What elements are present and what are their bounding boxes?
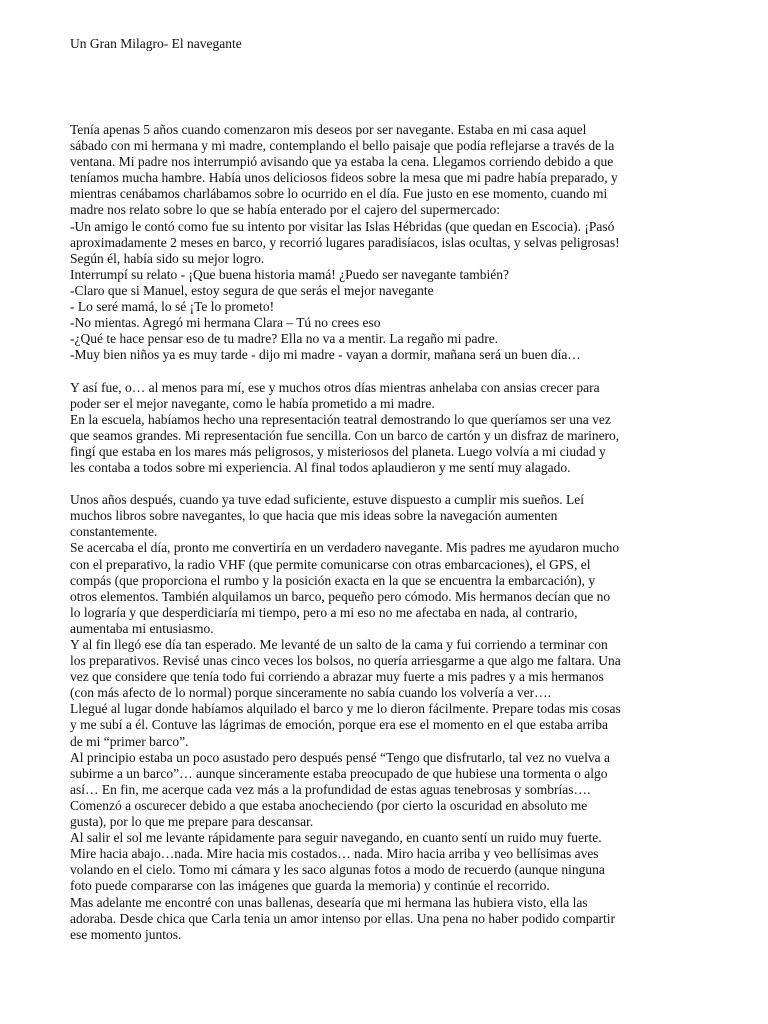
text-line: que seamos grandes. Mi representación fue sencilla. Con un barco de cartón y un disfraz de marinero, <box>70 427 620 443</box>
text-line: constantemente. <box>70 524 158 540</box>
text-line: teníamos mucha hambre. Había unos deliciosos fideos sobre la mesa que mi padre había preparado, y <box>70 170 618 186</box>
text-line: Unos años después, cuando ya tuve edad suficiente, estuve dispuesto a cumplir mis sueños. Leí <box>70 492 585 508</box>
paragraph-gap <box>70 476 710 492</box>
text-line: -No mientas. Agregó mi hermana Clara – Tú no crees eso <box>70 315 381 331</box>
text-line: Y al fin llegó ese día tan esperado. Me levanté de un salto de la cama y fui corriendo a terminar con <box>70 637 608 652</box>
text-line: mientras cenábamos charlábamos sobre lo ocurrido en el día. Fue justo en ese momento, cuando mi <box>70 186 608 202</box>
text-line: vez que considere que tenía todo fui corriendo a abrazar muy fuerte a mis padres y a mis hermanos <box>70 669 604 685</box>
text-line: Se acercaba el día, pronto me convertiría en un verdadero navegante. Mis padres me ayudaron mucho <box>70 540 620 556</box>
document-title: Un Gran Milagro- El navegante <box>70 36 242 51</box>
text-line: Al principio estaba un poco asustado pero después pensé “Tengo que disfrutarlo, tal vez no vuelva a <box>70 749 611 765</box>
text-line: Mas adelante me encontré con unas ballenas, desearía que mi hermana las hubiera visto, ella las <box>70 894 588 910</box>
text-line: y me subí a él. Contuve las lágrimas de emoción, porque era ese el momento en el que estaba arriba <box>70 717 608 733</box>
text-line: -¿Qué te hace pensar eso de tu madre? Ella no va a mentir. La regaño mi padre. <box>70 331 499 347</box>
text-line: fingí que estaba en los mares más peligrosos, y misteriosos del planeta. Luego volvía a mi ciudad y <box>70 443 606 459</box>
text-line: con el preparativo, la radio VHF (que permite comunicarse con otras embarcaciones), el GPS, el <box>70 556 591 572</box>
text-line: Mire hacia abajo…nada. Mire hacia mis costados… nada. Miro hacia arriba y veo bellísimas aves <box>70 846 599 862</box>
text-line: lo lograría y que desperdiciaría mi tiempo, pero a mi eso no me afectaba en nada, al contrario, <box>70 604 578 620</box>
text-line: - Lo seré mamá, lo sé ¡Te lo prometo! <box>70 299 275 315</box>
text-line: -Claro que si Manuel, estoy segura de que serás el mejor navegante <box>70 282 434 298</box>
text-line: de mi “primer barco”. <box>70 733 189 749</box>
text-line: sábado con mi hermana y mi madre, contemplando el bello paisaje que podía reflejarse a través de la <box>70 138 615 154</box>
text-line: les contaba a todos sobre mi experiencia. Al final todos aplaudieron y me sentí muy alagado. <box>70 459 571 475</box>
text-line: madre nos relato sobre lo que se había enterado por el cajero del supermercado: <box>70 202 500 218</box>
text-line: -Muy bien niños ya es muy tarde - dijo mi madre - vayan a dormir, mañana será un buen día… <box>70 347 581 363</box>
text-line: Al salir el sol me levante rápidamente para seguir navegando, en cuanto sentí un ruido muy fuerte. <box>70 830 602 846</box>
text-line: En la escuela, habíamos hecho una representación teatral demostrando lo que queríamos ser una vez <box>70 411 611 427</box>
text-line: ventana. Mi padre nos interrumpió avisando que ya estaba la cena. Llegamos corriendo debido a que <box>70 154 614 170</box>
text-line: Y así fue, o… al menos para mí, ese y muchos otros días mientras anhelaba con ansias crecer para <box>70 379 600 395</box>
text-line: adoraba. Desde chica que Carla tenia un amor intenso por ellas. Una pena no haber podido compartir <box>70 910 616 926</box>
text-line: volando en el cielo. Tomo mi cámara y les saco algunas fotos a modo de recuerdo (aunque ninguna <box>70 862 605 878</box>
text-line: así… En fin, me acerque cada vez más a la profundidad de estas aguas tenebrosas y sombrías…. <box>70 781 591 797</box>
text-line: subirme a un barco”… aunque sinceramente estaba preocupado de que hubiese una tormenta o algo <box>70 765 608 781</box>
text-line: -Un amigo le contó como fue su intento por visitar las Islas Hébridas (que quedan en Escocia). ¡Pasó <box>70 218 615 234</box>
text-line: ese momento juntos. <box>70 926 182 942</box>
document-body <box>70 122 710 943</box>
paragraph <box>70 380 710 477</box>
text-line: los preparativos. Revisé unas cinco veces los bolsos, no quería arriesgarme a que algo me faltara. Una <box>70 653 621 669</box>
text-line: Según él, había sido su mejor logro. <box>70 250 265 266</box>
text-line: compás (que proporciona el rumbo y la posición exacta en la que se encuentra la embarcación), y <box>70 572 596 588</box>
text-line: poder ser el mejor navegante, como le había prometido a mi madre. <box>70 395 435 411</box>
paragraph <box>70 122 710 363</box>
text-line: muchos libros sobre navegantes, lo que hacia que mis ideas sobre la navegación aumenten <box>70 508 558 524</box>
text-line: otros elementos. También alquilamos un barco, pequeño pero cómodo. Mis hermanos decían que no <box>70 588 611 604</box>
text-line: Tenía apenas 5 años cuando comenzaron mis deseos por ser navegante. Estaba en mi casa aquel <box>70 122 587 137</box>
text-line: (con más afecto de lo normal) porque sinceramente no sabía cuando los volvería a ver…. <box>70 685 551 701</box>
paragraph-gap <box>70 363 710 379</box>
paragraph <box>70 492 710 943</box>
text-line: foto puede compararse con las imágenes que guarda la memoria) y continúe el recorrido. <box>70 878 550 894</box>
text-line: Interrumpí su relato - ¡Que buena historia mamá! ¿Puedo ser navegante también? <box>70 266 509 282</box>
text-line: Comenzó a oscurecer debido a que estaba anocheciendo (por cierto la oscuridad en absoluto me <box>70 797 588 813</box>
text-line: aumentaba mi entusiasmo. <box>70 620 214 636</box>
text-line: Llegué al lugar donde habíamos alquilado el barco y me lo dieron fácilmente. Prepare todas mis cosas <box>70 701 621 717</box>
text-line: aproximadamente 2 meses en barco, y recorrió lugares paradisíacos, islas ocultas, y selvas peligrosas! <box>70 234 620 250</box>
text-line: gusta), por lo que me prepare para descansar. <box>70 814 314 830</box>
